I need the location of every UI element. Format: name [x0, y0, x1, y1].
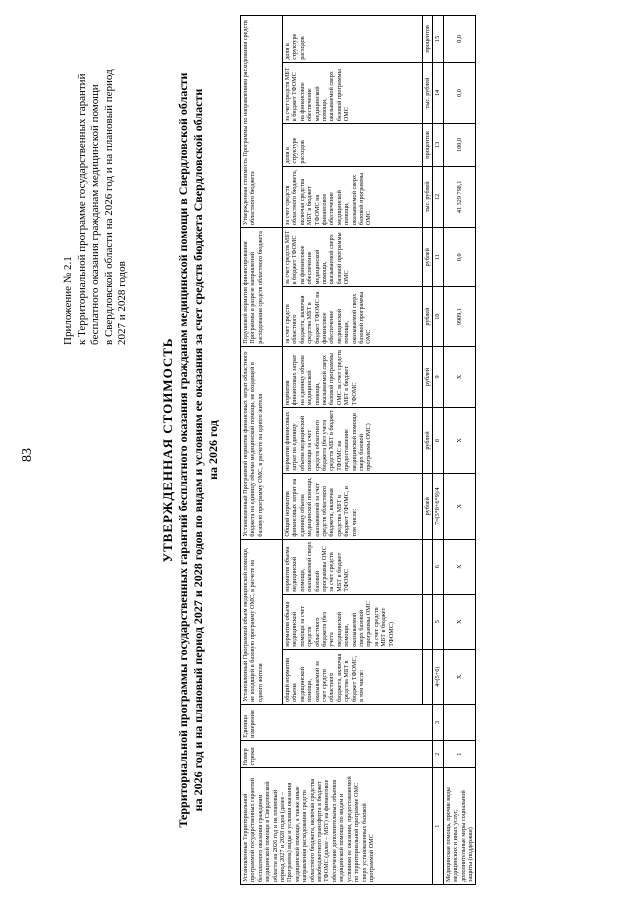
cell-c11: 0,0 [443, 228, 476, 287]
header-c10: за счет средств областного бюджета, включая средства МБТ в бюджет ТФОМС на финансовое обеспечение медицинской помощи, оказываемой сверх базовой программы ОМС [283, 287, 423, 346]
header-c5: норматив объема медицинской помощи за счет средств областного бюджета (без учета медицинской помощи, оказываемой сверх базовой программы ОМС за счет средств МБТ в бюджет ТФОМС) [283, 594, 423, 649]
header-c15: доля в структуре расходов [283, 16, 423, 63]
unit-c7: рублей [423, 473, 433, 539]
appendix-line: Приложение № 2.1 [62, 256, 74, 345]
unit-c6 [423, 539, 433, 594]
header-c9: норматив финансовых затрат на единицу объема медицинской помощи, оказываемой сверх базовой программы ОМС за счет средств МБТ в бюджет ТФОМС [283, 346, 423, 407]
header-c13: доля в структуре расходов [283, 124, 423, 166]
unit-c8: рублей [423, 408, 433, 474]
unit-c15: процентов [423, 16, 433, 63]
cell-c10: 9909,1 [443, 287, 476, 346]
column-number: 5 [433, 594, 443, 649]
column-number: 3 [433, 704, 443, 740]
unit-c9: рублей [423, 346, 433, 407]
cell-c6: X [443, 539, 476, 594]
appendix-line: бесплатного оказания гражданам медицинской помощи [89, 84, 101, 345]
header-cost-group: Утвержденная стоимость Программы по направлениям расходования средств областного бюджета [241, 16, 283, 228]
column-number: 15 [433, 16, 443, 63]
appendix-line: 2027 и 2028 годов [116, 261, 128, 345]
column-number: 2 [433, 740, 443, 768]
appendix-header [62, 5, 130, 345]
header-row-number: Номер строки [241, 740, 433, 768]
row-name: Медицинская помощь, прочие виды медицинских и иных услуг, дополнительные меры социальной защиты (поддержки) [443, 768, 476, 885]
header-norm-group: Установленный Программой норматив финансовых затрат областного бюджета на единицу объема медицинской помощи, не входящей в базовую программу ОМС, в расчете на одного жителя [241, 346, 283, 539]
column-number: 9 [433, 346, 443, 407]
column-number: 8 [433, 408, 443, 474]
column-number: 13 [433, 124, 443, 166]
title-line: Территориальной программы государственных гарантий бесплатного оказания гражданам медицинской помощи в Свердловской области [176, 72, 190, 828]
appendix-line: в Свердловской области на 2026 год и на плановый период [102, 69, 115, 345]
header-c14: за счет средств МБТ в бюджет ТФОМС на финансовое обеспечение медицинской помощи, оказываемой сверх базовой программы ОМС [283, 62, 423, 123]
header-main-column: Установленные Территориальной программой государственных гарантий бесплатного оказания гражданам медицинской помощи в Свердловской области на 2026 год и на плановый период 2027 и 2028 годов (далее – Программа) виды и условия оказания медицинской помощи, а также иные направления расходования средств областного бюджета, включая средства межбюджетного трансферта в бюджет ТФОМС (далее – МБТ) на финансовое обеспечение дополнительных объемов медицинской помощи по видам и условиям ее оказания, предоставляемой по территориальной программе ОМС сверх установленных базовой программой ОМС [241, 768, 433, 885]
cell-c15: 0,0 [443, 16, 476, 63]
unit-c10: рублей [423, 287, 433, 346]
appendix-line: к Территориальной программе государственных гарантий [75, 73, 88, 345]
cell-c7: X [443, 473, 476, 539]
header-c4: общий норматив объема медицинской помощи, оказываемой за счет средств областного бюджета, включая средства МБТ в бюджет ТФОМС, в том числе: [283, 649, 423, 704]
header-c11: за счет средств МБТ в бюджет ТФОМС на финансовое обеспечение медицинской помощи, оказываемой сверх базовой программы ОМС [283, 228, 423, 287]
title-line: на 2026 год [206, 420, 220, 480]
column-number: 4=(5+6) [433, 649, 443, 704]
title-line: УТВЕРЖДЕННАЯ СТОИМОСТЬ [160, 337, 175, 563]
column-number: 1 [433, 768, 443, 885]
cell-c12: 41 329 798,1 [443, 166, 476, 227]
column-numbers-row [433, 16, 443, 885]
header-c6: норматив объема медицинской помощи, оказываемой сверх базовой программы ОМС за счет средств МБТ в бюджет ТФОМС [283, 539, 423, 594]
cell-c14: 0,0 [443, 62, 476, 123]
header-per-capita-group: Подушевой норматив финансирования Программы в разрезе направлений расходования средств областного бюджета [241, 228, 283, 347]
unit-c14: тыс. рублей [423, 62, 433, 123]
document-title [160, 15, 221, 885]
cell-c4: X [443, 649, 476, 704]
header-c8: норматив финансовых затрат на единицу объема медицинской помощи за счет средств областного бюджета (без учета средств МБТ в бюджет ТФОМС на предоставление медицинской помощи сверх базовой программы ОМС) [283, 408, 423, 474]
column-number: 10 [433, 287, 443, 346]
unit-c13: процентов [423, 124, 433, 166]
title-line: на 2026 год и на плановый период 2027 и 2028 годов по видам и условиям ее оказания за счет средств бюджета Свердловской области [191, 88, 205, 812]
row-unit [443, 704, 476, 740]
cell-c8: X [443, 408, 476, 474]
header-c12: за счет средств областного бюджета, включая средства МБТ в бюджет ТФОМС на финансовое обеспечение медицинской помощи, оказываемой сверх базовой программы ОМС [283, 166, 423, 227]
cost-table [240, 15, 476, 885]
cell-c5: X [443, 594, 476, 649]
header-c7: Общий норматив финансовых затрат на единицу объема медицинской помощи, оказываемой за счет средств областного бюджета, включая средства МБТ в бюджет ТФОМС, в том числе: [283, 473, 423, 539]
column-number: 14 [433, 62, 443, 123]
header-unit: Единица измерения [241, 704, 433, 740]
unit-c4 [423, 649, 433, 704]
unit-c11: рублей [423, 228, 433, 287]
unit-c12: тыс. рублей [423, 166, 433, 227]
unit-c5 [423, 594, 433, 649]
header-volume-group: Установленный Программой объем медицинской помощи, не входящей в базовую программу ОМС, в расчете на одного жителя [241, 539, 283, 704]
page-number: 83 [20, 448, 35, 462]
column-number: 6 [433, 539, 443, 594]
column-number: 11 [433, 228, 443, 287]
cell-c9: X [443, 346, 476, 407]
row-number: 1 [443, 740, 476, 768]
column-number: 7=(5*8+6*9)/4 [433, 473, 443, 539]
column-number: 12 [433, 166, 443, 227]
table-row [443, 16, 476, 885]
cell-c13: 100,0 [443, 124, 476, 166]
